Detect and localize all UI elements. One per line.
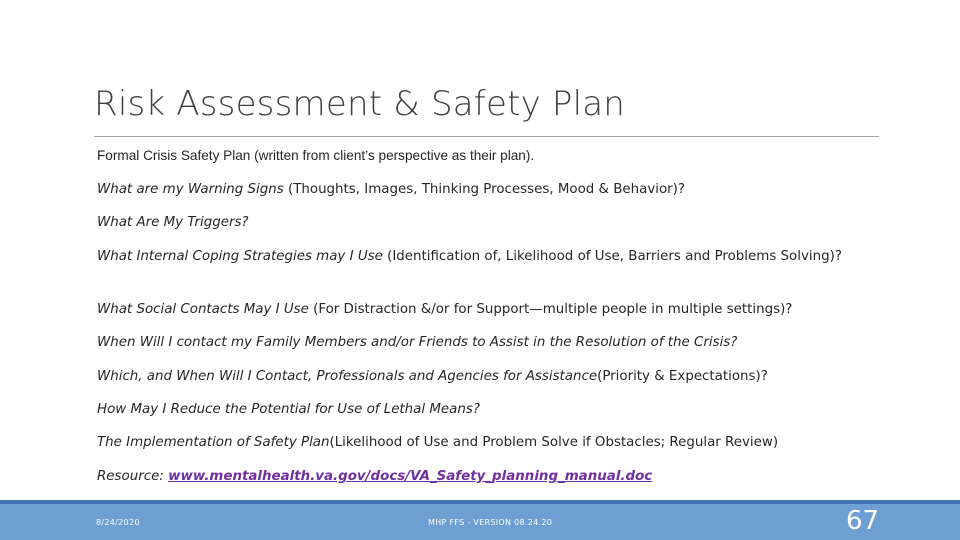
bullet-italic-text: Resource: — [97, 469, 169, 484]
bullet-italic-text: What Are My Triggers? — [97, 215, 249, 230]
bullet-text: Formal Crisis Safety Plan (written from client’s perspective as their plan). — [97, 148, 535, 163]
bullet-italic-text: What Internal Coping Strategies may I Use — [97, 249, 383, 264]
bullet-text: (Likelihood of Use and Problem Solve if Obstacles; Regular Review) — [329, 435, 779, 450]
bullet-text: (Thoughts, Images, Thinking Processes, Mood & Behavior)? — [283, 182, 686, 197]
bullet-text: (Identification of, Likelihood of Use, Barriers and Problems Solving)? — [382, 249, 842, 264]
resource-link[interactable]: www.mentalhealth.va.gov/docs/VA_Safety_planning_manual.doc — [168, 469, 653, 484]
slide-title: Risk Assessment & Safety Plan — [94, 84, 626, 124]
bullet-social-contacts — [97, 302, 857, 319]
footer-date: 8/24/2020 — [96, 518, 140, 527]
bullet-internal-coping — [97, 249, 857, 266]
bullet-italic-text: How May I Reduce the Potential for Use of Lethal Means? — [97, 402, 480, 417]
footer-band — [0, 500, 960, 540]
bullet-italic-text: The Implementation of Safety Plan — [97, 435, 330, 450]
footer-center-text: MHP FFS - VERSION 08.24.20 — [428, 518, 553, 527]
bullet-italic-text: Which, and When Will I Contact, Professionals and Agencies for Assistance — [97, 369, 598, 384]
bullet-italic-text: When Will I contact my Family Members and/or Friends to Assist in the Resolution of the Crisis? — [97, 335, 738, 350]
page-number: 67 — [846, 506, 880, 536]
bullet-italic-text: What are my Warning Signs — [97, 182, 284, 197]
bullet-text: (Priority & Expectations)? — [597, 369, 768, 384]
bullet-italic-text: What Social Contacts May I Use — [97, 302, 309, 317]
bullet-implementation — [97, 435, 857, 452]
bullet-warning-signs — [97, 182, 857, 199]
bullet-professionals — [97, 369, 857, 386]
bullet-family-friends — [97, 335, 857, 352]
bullet-formal-crisis-plan — [97, 148, 857, 165]
bullet-lethal-means — [97, 402, 857, 419]
bullet-text: (For Distraction &/or for Support—multiple people in multiple settings)? — [308, 302, 793, 317]
bullet-resource — [97, 469, 857, 486]
title-divider — [94, 136, 879, 137]
bullet-triggers — [97, 215, 857, 232]
